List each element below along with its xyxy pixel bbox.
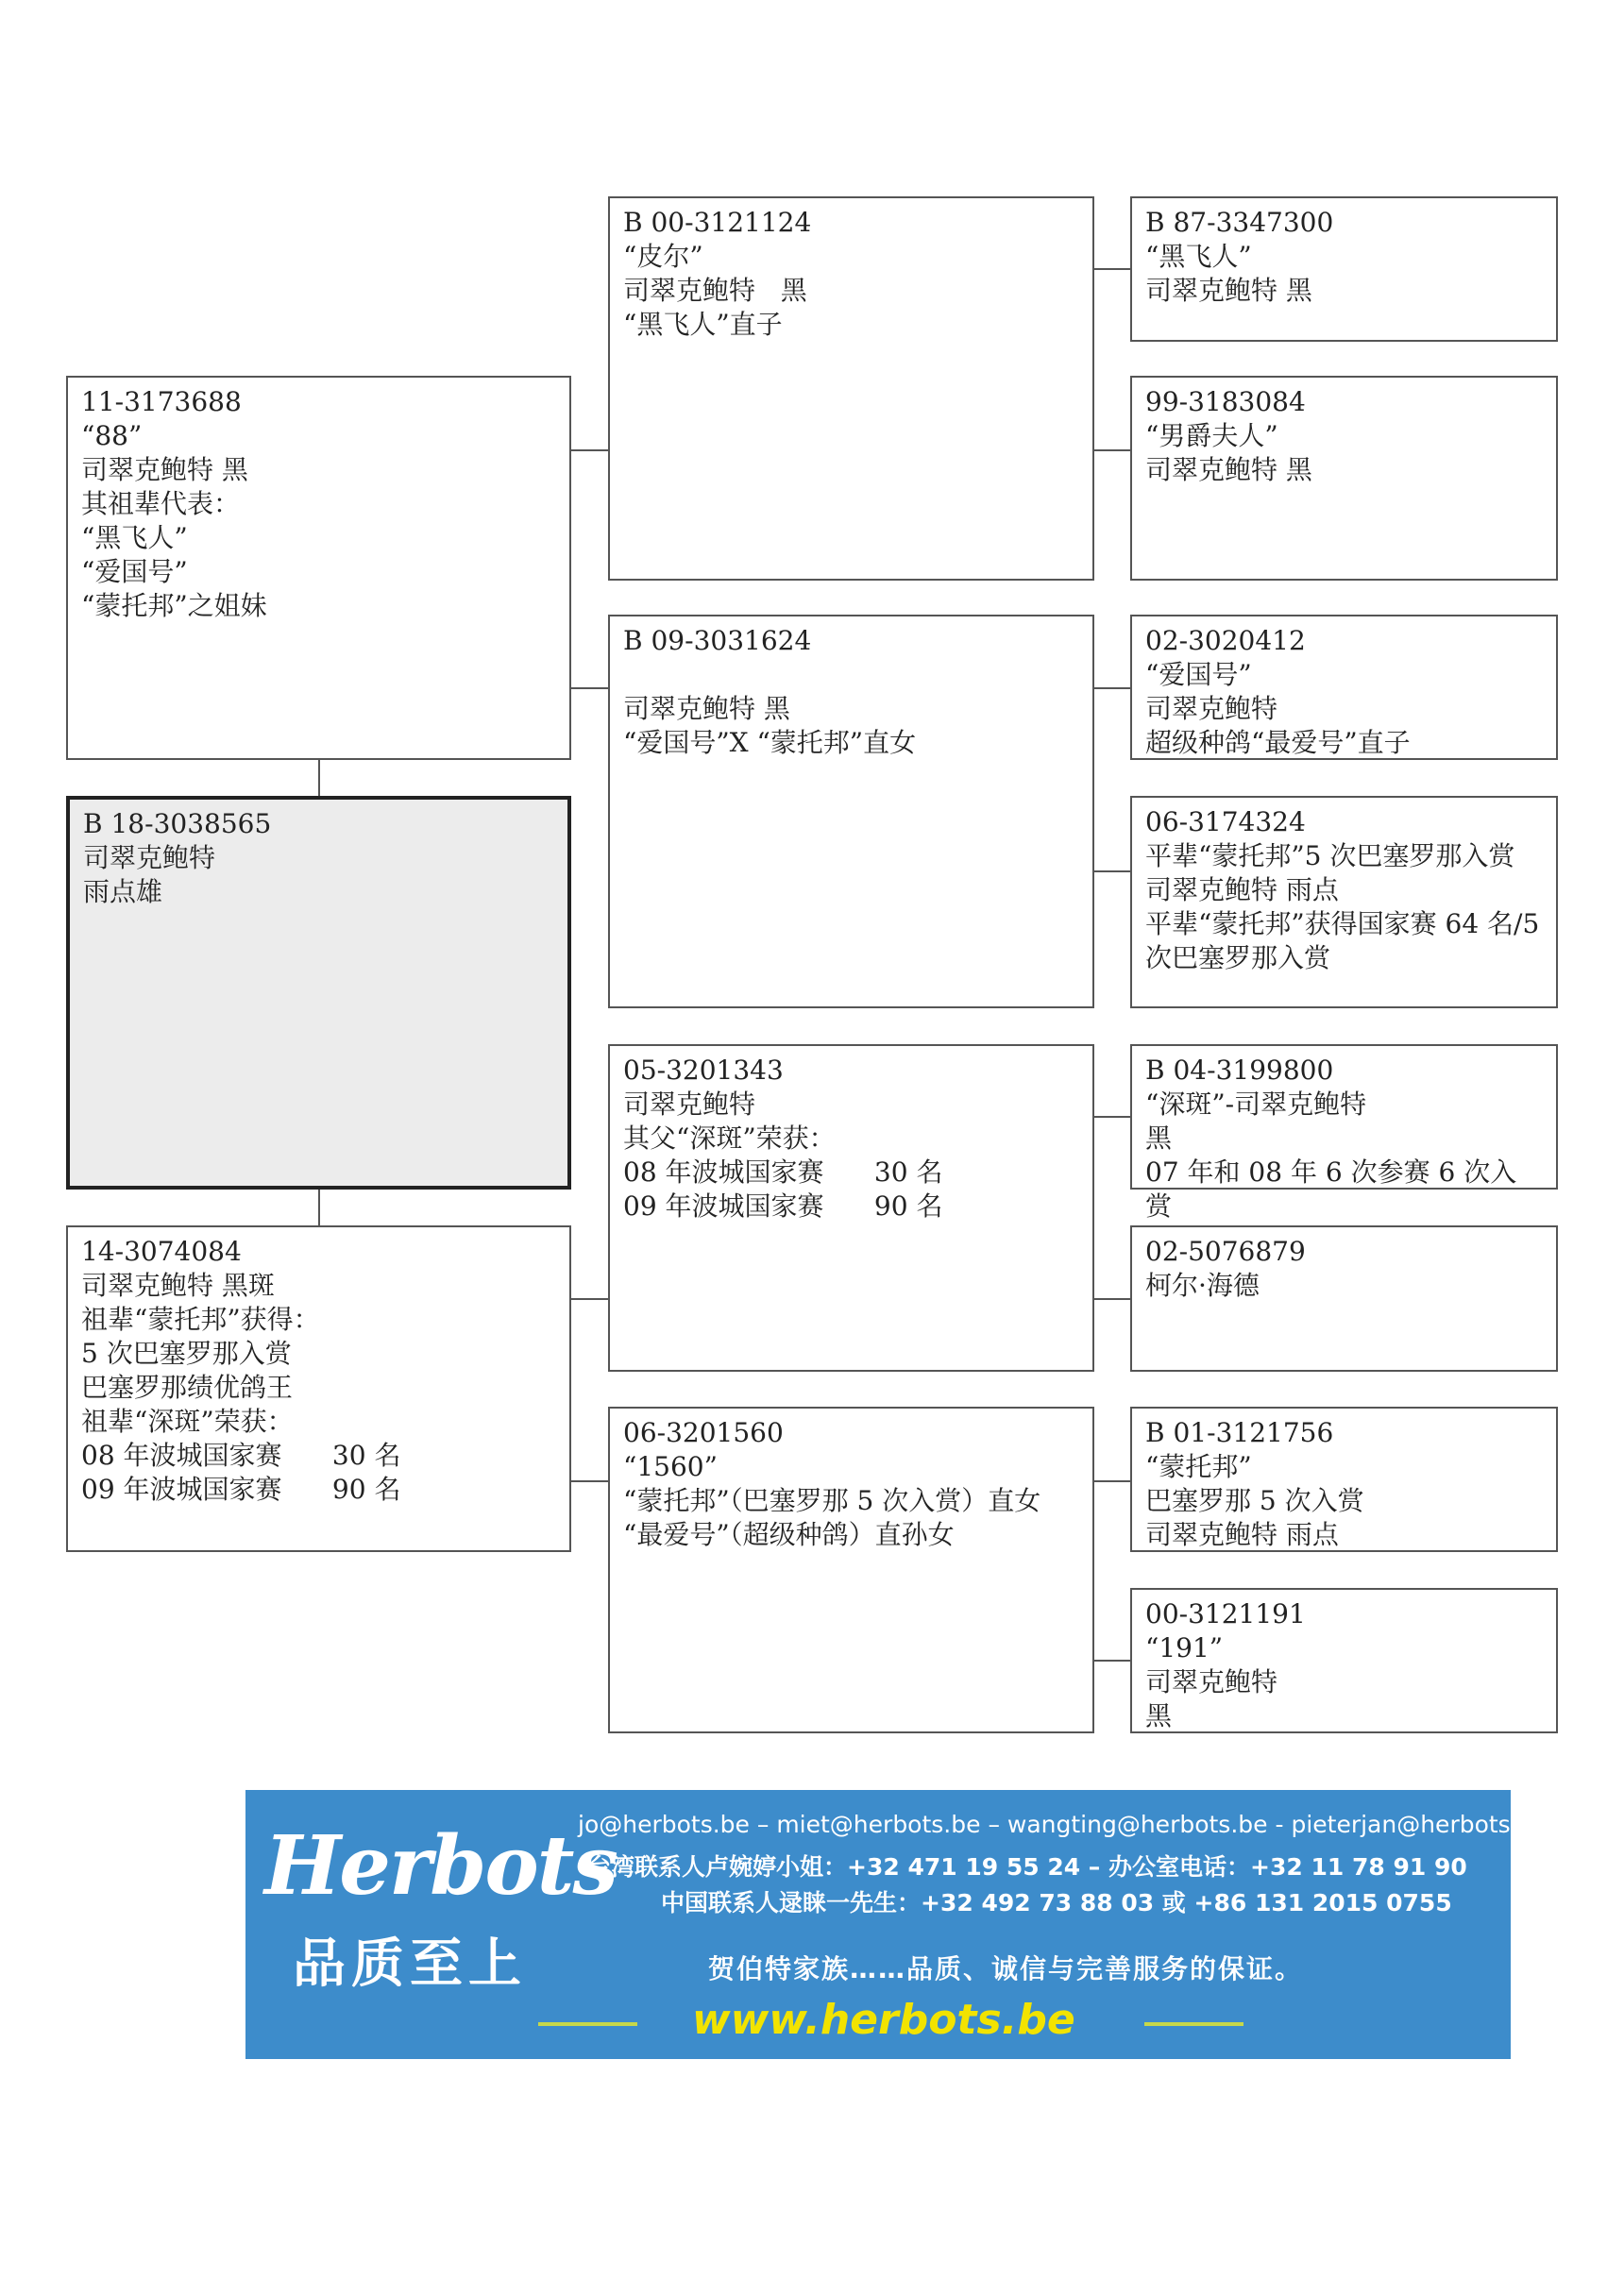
website-link[interactable]: www.herbots.be bbox=[692, 1996, 1075, 2044]
line: “蒙托邦”之姐妹 bbox=[81, 590, 267, 621]
line: 司翠克鲍特 黑 bbox=[623, 275, 807, 306]
line: B 01-3121756 bbox=[1145, 1417, 1334, 1448]
line: B 00-3121124 bbox=[623, 207, 812, 238]
tagline: 品质至上 bbox=[293, 1933, 527, 1995]
sire-sire-card bbox=[608, 196, 1094, 581]
line: “皮尔” bbox=[623, 241, 703, 272]
line: “最爱号”（超级种鸽）直孙女 bbox=[623, 1519, 955, 1550]
line: 祖辈“深斑”荣获： bbox=[81, 1406, 294, 1437]
taiwan-contact: 台湾联系人卢婉婷小姐：+32 471 19 55 24 – 办公室电话：+32 11 78 91 90 bbox=[587, 1853, 1467, 1881]
line: 07 年和 08 年 6 次参赛 6 次入赏 bbox=[1145, 1156, 1517, 1222]
line: “爱国号” bbox=[1145, 659, 1252, 690]
line: 平辈“蒙托邦”5 次巴塞罗那入赏 bbox=[1145, 840, 1515, 871]
connector-line bbox=[571, 687, 608, 689]
connector-line bbox=[1094, 449, 1130, 451]
line: 司翠克鲍特 黑 bbox=[81, 454, 248, 485]
line: “爱国号” bbox=[81, 556, 188, 587]
sire-dam-card bbox=[608, 615, 1094, 1008]
line: 99-3183084 bbox=[1145, 386, 1306, 417]
dam-sire-card bbox=[608, 1044, 1094, 1372]
great-grandparent-card-3 bbox=[1130, 615, 1558, 760]
line: “蒙托邦”（巴塞罗那 5 次入赏）直女 bbox=[623, 1485, 1041, 1516]
connector-line bbox=[1094, 1480, 1130, 1482]
line: “蒙托邦” bbox=[1145, 1451, 1252, 1482]
dam-card bbox=[66, 1225, 571, 1552]
line: 06-3201560 bbox=[623, 1417, 784, 1448]
slogan: 贺伯特家族……品质、诚信与完善服务的保证。 bbox=[708, 1953, 1304, 1984]
great-grandparent-card-4 bbox=[1130, 796, 1558, 1008]
line: 02-5076879 bbox=[1145, 1236, 1306, 1267]
line: “88” bbox=[81, 420, 143, 451]
line: 02-3020412 bbox=[1145, 625, 1306, 656]
great-grandparent-card-7 bbox=[1130, 1407, 1558, 1552]
connector-line bbox=[1094, 870, 1130, 872]
line: B 87-3347300 bbox=[1145, 207, 1334, 238]
line: B 04-3199800 bbox=[1145, 1055, 1334, 1086]
connector-line bbox=[318, 1190, 320, 1225]
line: 巴塞罗那 5 次入赏 bbox=[1145, 1485, 1364, 1516]
line bbox=[623, 658, 1079, 692]
connector-line bbox=[1094, 1116, 1130, 1118]
connector-line bbox=[1094, 687, 1130, 689]
herbots-logo: Herbots bbox=[264, 1818, 617, 1914]
decorative-line bbox=[1144, 2022, 1243, 2026]
line: “黑飞人” bbox=[81, 522, 188, 553]
great-grandparent-card-6 bbox=[1130, 1225, 1558, 1372]
line: “191” bbox=[1145, 1632, 1224, 1663]
line: 柯尔·海德 bbox=[1145, 1270, 1260, 1301]
line: “男爵夫人” bbox=[1145, 420, 1278, 451]
line: B 18-3038565 bbox=[83, 808, 272, 839]
dam-dam-card bbox=[608, 1407, 1094, 1733]
line: “1560” bbox=[623, 1451, 718, 1482]
line: 14-3074084 bbox=[81, 1236, 242, 1267]
line: 司翠克鲍特 bbox=[83, 842, 216, 873]
connector-line bbox=[1094, 1298, 1130, 1300]
line: 00-3121191 bbox=[1145, 1598, 1306, 1629]
line: 黑 bbox=[1145, 1700, 1173, 1731]
great-grandparent-card-2 bbox=[1130, 376, 1558, 581]
connector-line bbox=[1094, 1660, 1130, 1662]
connector-line bbox=[571, 1480, 608, 1482]
line: “爱国号”X “蒙托邦”直女 bbox=[623, 727, 917, 758]
line: B 09-3031624 bbox=[623, 625, 812, 656]
line: 司翠克鲍特 黑 bbox=[1145, 275, 1312, 306]
line: 09 年波城国家赛 90 名 bbox=[623, 1190, 943, 1222]
line: 巴塞罗那绩优鸽王 bbox=[81, 1372, 294, 1403]
herbots-banner bbox=[245, 1790, 1548, 2059]
line: 司翠克鲍特 bbox=[1145, 693, 1278, 724]
line: 司翠克鲍特 黑 bbox=[623, 693, 790, 724]
line: 祖辈“蒙托邦”获得： bbox=[81, 1304, 320, 1335]
line: 09 年波城国家赛 90 名 bbox=[81, 1474, 401, 1505]
line: 司翠克鲍特 黑斑 bbox=[81, 1270, 275, 1301]
line: 08 年波城国家赛 30 名 bbox=[623, 1156, 943, 1188]
line: 05-3201343 bbox=[623, 1055, 784, 1086]
line: 08 年波城国家赛 30 名 bbox=[81, 1440, 401, 1471]
sire-card bbox=[66, 376, 571, 760]
line: 其父“深斑”荣获： bbox=[623, 1123, 836, 1154]
line: 雨点雄 bbox=[83, 876, 163, 907]
line: “黑飞人”直子 bbox=[623, 309, 783, 340]
great-grandparent-card-5 bbox=[1130, 1044, 1558, 1222]
connector-line bbox=[318, 760, 320, 796]
china-contact: 中国联系人逯睐一先生：+32 492 73 88 03 或 +86 131 2015 0755 bbox=[661, 1889, 1452, 1916]
line: 11-3173688 bbox=[81, 386, 242, 417]
decorative-line bbox=[538, 2022, 637, 2026]
connector-line bbox=[571, 1298, 608, 1300]
line: 司翠克鲍特 bbox=[623, 1089, 756, 1120]
subject-pigeon-card bbox=[66, 796, 571, 1190]
great-grandparent-card-1 bbox=[1130, 196, 1558, 342]
line: “深斑”-司翠克鲍特 bbox=[1145, 1089, 1367, 1120]
contact-emails[interactable]: jo@herbots.be – miet@herbots.be – wangting@herbots.be - pieterjan@herbots.be bbox=[578, 1811, 1548, 1838]
great-grandparent-card-8 bbox=[1130, 1588, 1558, 1733]
line: 超级种鸽“最爱号”直子 bbox=[1145, 727, 1411, 758]
line: 06-3174324 bbox=[1145, 806, 1306, 837]
line: “黑飞人” bbox=[1145, 241, 1252, 272]
line: 司翠克鲍特 雨点 bbox=[1145, 874, 1339, 905]
line: 司翠克鲍特 雨点 bbox=[1145, 1519, 1339, 1550]
line: 其祖辈代表： bbox=[81, 488, 241, 519]
line: 司翠克鲍特 bbox=[1145, 1666, 1278, 1697]
line: 黑 bbox=[1145, 1123, 1173, 1154]
line: 5 次巴塞罗那入赏 bbox=[81, 1338, 292, 1369]
connector-line bbox=[571, 449, 608, 451]
connector-line bbox=[1094, 268, 1130, 270]
line: 平辈“蒙托邦”获得国家赛 64 名/5 次巴塞罗那入赏 bbox=[1145, 908, 1548, 973]
line: 司翠克鲍特 黑 bbox=[1145, 454, 1312, 485]
